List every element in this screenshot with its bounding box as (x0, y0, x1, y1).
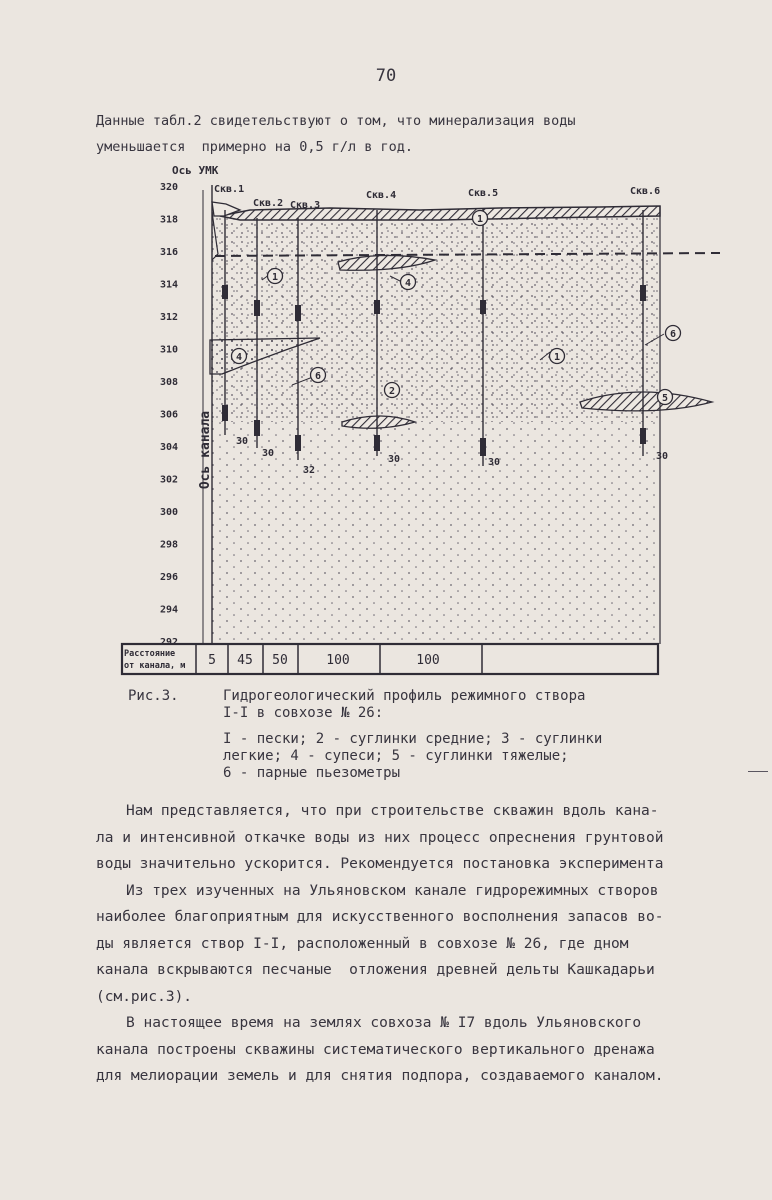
well-name-label: Скв.1 (214, 184, 245, 195)
y-tick-label: 292 (159, 637, 178, 648)
y-tick-label: 308 (159, 377, 178, 388)
distance-cell: 100 (416, 653, 440, 668)
caption-legend (223, 731, 728, 782)
caption-title-line: I-I в совхозе № 26: (223, 705, 384, 721)
body-line: воды значительно ускорится. Рекомендуется постановка эксперимента (96, 856, 664, 872)
strata-marker (473, 211, 488, 226)
intro-line: Данные табл.2 свидетельствуют о том, что минерализация воды (96, 113, 576, 129)
strata-marker-number: 1 (553, 352, 561, 363)
y-tick-label: 320 (159, 182, 178, 193)
well-depth-label: 30 (656, 451, 669, 462)
strata-marker-number: 6 (314, 371, 322, 382)
y-tick-label: 298 (159, 539, 178, 551)
table-header-line: Расстояние (124, 649, 176, 659)
strata-marker-number: 2 (388, 386, 396, 397)
distance-table (122, 644, 658, 674)
y-tick-label: 318 (159, 214, 178, 226)
figure-caption (128, 688, 728, 782)
distance-cell: 5 (208, 653, 216, 668)
body-line: Из трех изученных на Ульяновском канале гидрорежимных створов (126, 882, 659, 899)
y-axis-ticks (160, 182, 178, 648)
strata-marker (401, 275, 416, 290)
hydrogeological-profile-figure (0, 150, 772, 690)
body-line: ла и интенсивной откачке воды из них процесс опреснения грунтовой (96, 829, 664, 846)
distance-cell: 45 (237, 653, 253, 668)
strata-marker-number: 4 (235, 352, 243, 363)
y-tick-label: 306 (159, 409, 178, 421)
profile-svg (0, 150, 772, 690)
well-depth-label: 30 (262, 448, 275, 459)
well-name-label: Скв.6 (630, 186, 661, 197)
y-tick-label: 294 (159, 604, 178, 616)
sand-upper-layer (212, 212, 660, 422)
caption-label: Рис.3. (128, 688, 179, 704)
y-tick-label: 304 (159, 442, 178, 453)
distance-cell: 100 (326, 653, 350, 668)
y-tick-label: 300 (159, 507, 178, 518)
y-tick-label: 310 (159, 344, 178, 356)
strata-marker-number: 1 (271, 272, 279, 283)
table-header-line: от канала, м (124, 661, 186, 671)
well-depth-label: 30 (388, 454, 401, 465)
strata-marker (658, 390, 673, 405)
well-depth-label: 30 (236, 436, 249, 447)
body-line: канала вскрываются песчаные отложения древней дельты Кашкадарьи (96, 962, 655, 978)
page-number: 70 (375, 66, 397, 86)
y-tick-label: 296 (159, 572, 178, 583)
distance-cell: 50 (272, 653, 288, 668)
body-line: (см.рис.3). (96, 988, 193, 1005)
body-line: ды является створ I-I, расположенный в совхозе № 26, где дном (96, 935, 629, 952)
well-depth-label: 32 (303, 465, 316, 476)
caption-title-line: Гидрогеологический профиль режимного створа (223, 688, 586, 704)
y-tick-label: 316 (159, 247, 178, 258)
margin-dash (748, 771, 768, 772)
y-tick-label: 302 (159, 474, 178, 486)
body-line: В настоящее время на землях совхоза № I7 вдоль Ульяновского (126, 1015, 642, 1031)
strata-marker-number: 6 (669, 329, 677, 340)
strata-marker (232, 349, 247, 364)
strata-marker (268, 269, 283, 284)
well-name-label: Скв.3 (290, 200, 321, 211)
top-axis-label: Ось УМК (172, 164, 219, 177)
strata-marker-number: 1 (476, 214, 484, 225)
strata-marker (666, 326, 681, 341)
strata-marker (385, 383, 400, 398)
body-line: канала построены скважины систематического вертикального дренажа (96, 1041, 655, 1058)
legend-line: легкие; 4 - супеси; 5 - суглинки тяжелые; (223, 748, 569, 764)
y-tick-label: 312 (159, 312, 178, 323)
well-depth-label: 30 (488, 457, 501, 468)
body-line: наиболее благоприятным для искусственного восполнения запасов во- (96, 909, 664, 925)
strata-marker (311, 368, 326, 383)
well-name-label: Скв.4 (366, 190, 397, 201)
well-name-label: Скв.5 (468, 188, 499, 199)
body-text (96, 798, 756, 1090)
y-tick-label: 314 (159, 279, 178, 291)
body-line: Нам представляется, что при строительстве скважин вдоль кана- (126, 803, 659, 819)
well-name-label: Скв.2 (253, 198, 284, 209)
strata-marker (550, 349, 565, 364)
strata-marker-number: 5 (661, 393, 669, 404)
body-line: для мелиорации земель и для снятия подпора, создаваемого каналом. (96, 1068, 664, 1084)
strata-marker-number: 4 (404, 278, 412, 289)
legend-line: I - пески; 2 - суглинки средние; 3 - суглинки (223, 731, 603, 747)
canal-axis-label: Ось канала (198, 410, 213, 490)
intro-line: уменьшается примерно на 0,5 г/л в год. (96, 139, 413, 155)
legend-line: 6 - парные пьезометры (223, 765, 401, 781)
